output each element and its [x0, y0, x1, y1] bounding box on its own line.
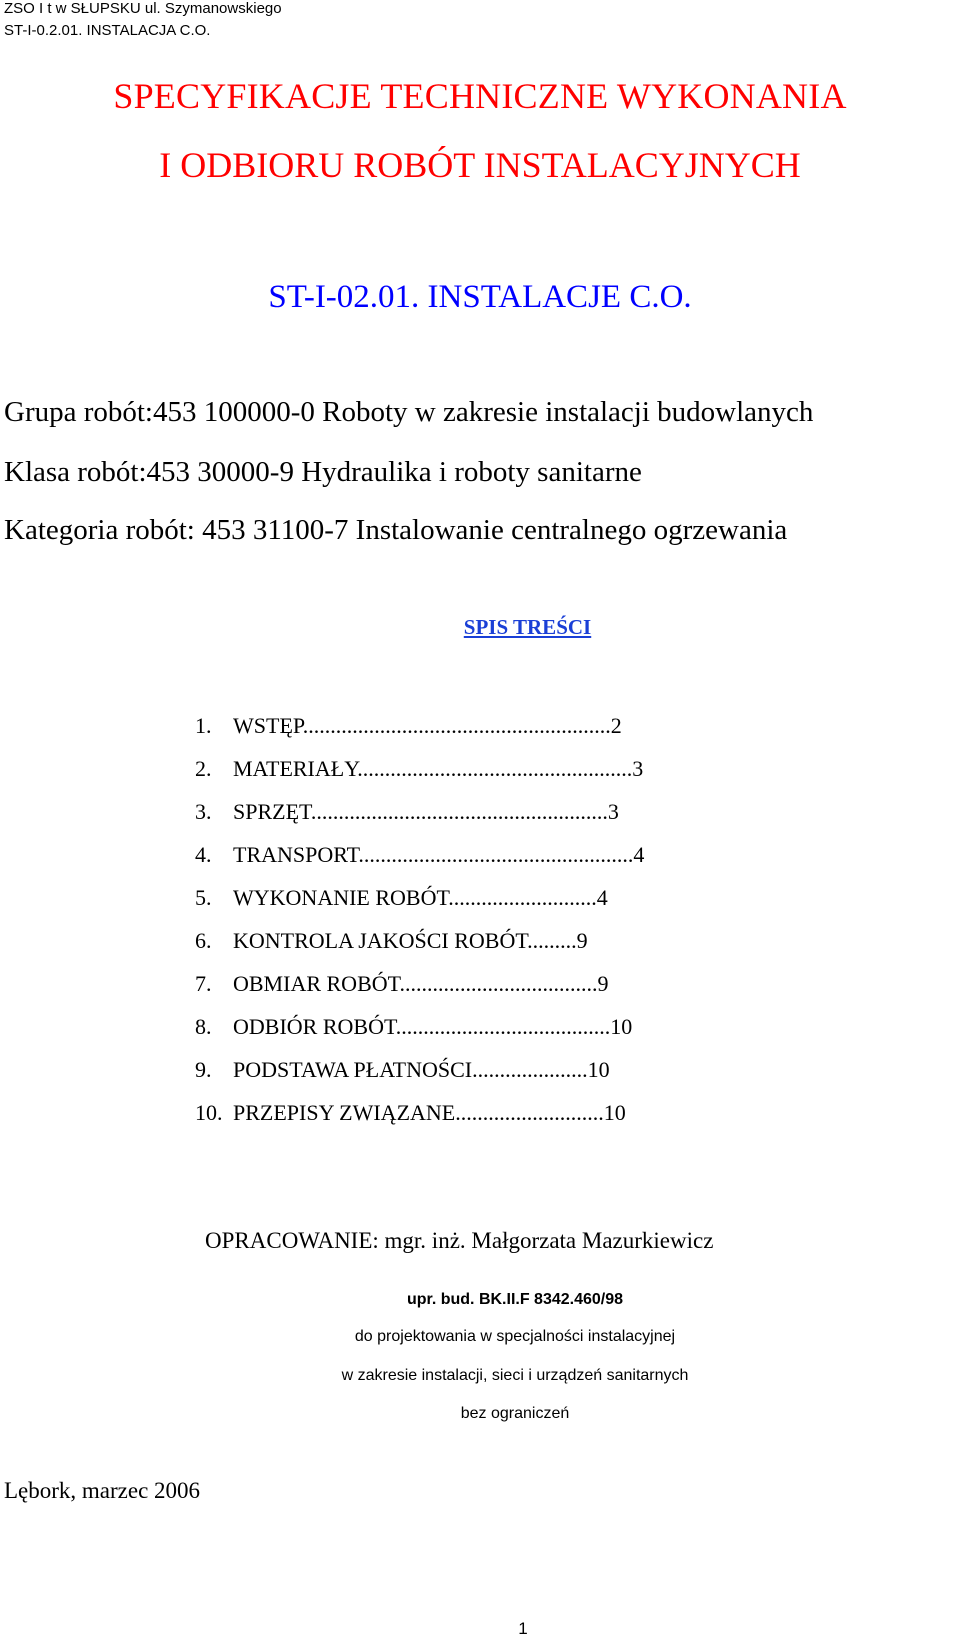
toc-item-page: 9 [576, 928, 588, 953]
toc-item-title: PRZEPISY ZWIĄZANE [233, 1100, 456, 1125]
toc-item-leader: .................................................. [357, 756, 633, 781]
license-scope-line-3: bez ograniczeń [460, 1405, 570, 1422]
toc-item-leader: ......... [527, 928, 577, 953]
toc-item-title: OBMIAR ROBÓT [233, 971, 400, 996]
toc-item[interactable] [195, 928, 588, 954]
toc-item-number: 10. [195, 1100, 223, 1125]
toc-item-number: 3. [195, 799, 212, 824]
toc-item-page: 9 [597, 971, 609, 996]
toc-heading-link[interactable]: SPIS TREŚCI [463, 615, 592, 639]
toc-item-page: 10 [610, 1014, 633, 1039]
license-scope-line-2: w zakresie instalacji, sieci i urządzeń sanitarnych [341, 1367, 689, 1384]
toc-item-leader: ...................................................... [310, 799, 608, 824]
toc-item-title: ODBIÓR ROBÓT [233, 1014, 396, 1039]
toc-item-leader: ........................................................ [302, 713, 611, 738]
license-scope-line-1: do projektowania w specjalności instalacyjnej [354, 1328, 676, 1345]
toc-item-title: WYKONANIE ROBÓT [233, 885, 449, 910]
toc-item-leader: ....................................... [395, 1014, 611, 1039]
toc-item[interactable] [195, 1100, 626, 1126]
toc-item-leader: ........................... [455, 1100, 604, 1125]
toc-item-page: 10 [587, 1057, 610, 1082]
toc-item-page: 3 [632, 756, 644, 781]
toc-item[interactable] [195, 713, 622, 739]
place-and-date: Lębork, marzec 2006 [4, 1478, 201, 1503]
toc-item-title: KONTROLA JAKOŚCI ROBÓT [233, 928, 528, 953]
page-number: 1 [518, 1619, 528, 1638]
toc-item-page: 3 [607, 799, 619, 824]
author-line: OPRACOWANIE: mgr. inż. Małgorzata Mazurkiewicz [205, 1228, 714, 1253]
toc-item[interactable] [195, 756, 643, 782]
toc-item-title: SPRZĘT [233, 799, 311, 824]
toc-item-number: 8. [195, 1014, 212, 1039]
toc-item-page: 4 [596, 885, 608, 910]
document-title-line-2: I ODBIORU ROBÓT INSTALACYJNYCH [159, 145, 801, 185]
toc-item[interactable] [195, 799, 619, 825]
toc-item-number: 4. [195, 842, 212, 867]
cpv-class-line: Klasa robót:453 30000-9 Hydraulika i roboty sanitarne [4, 456, 642, 488]
specification-code: ST-I-02.01. INSTALACJE C.O. [268, 279, 692, 315]
toc-item-title: TRANSPORT [233, 842, 359, 867]
toc-item[interactable] [195, 971, 608, 997]
toc-item-page: 2 [610, 713, 622, 738]
toc-item-leader: .................................................. [358, 842, 634, 867]
toc-item-number: 1. [195, 713, 212, 738]
document-header-line-1: ZSO I t w SŁUPSKU ul. Szymanowskiego [4, 0, 282, 17]
toc-item-title: PODSTAWA PŁATNOŚCI [233, 1057, 473, 1082]
toc-item-number: 7. [195, 971, 212, 996]
document-title-line-1: SPECYFIKACJE TECHNICZNE WYKONANIA [113, 76, 847, 116]
toc-item-number: 6. [195, 928, 212, 953]
toc-item[interactable] [195, 1057, 610, 1083]
toc-item-leader: ..................... [472, 1057, 588, 1082]
toc-item-page: 10 [603, 1100, 626, 1125]
document-header-line-2: ST-I-0.2.01. INSTALACJA C.O. [4, 22, 211, 39]
toc-item-number: 9. [195, 1057, 212, 1082]
cpv-category-line: Kategoria robót: 453 31100-7 Instalowanie centralnego ogrzewania [4, 514, 788, 546]
toc-item-page: 4 [633, 842, 645, 867]
toc-item[interactable] [195, 1014, 632, 1040]
toc-item-leader: ........................... [448, 885, 597, 910]
toc-item[interactable] [195, 842, 644, 868]
toc-item[interactable] [195, 885, 608, 911]
license-number: upr. bud. BK.II.F 8342.460/98 [406, 1291, 624, 1308]
toc-item-number: 2. [195, 756, 212, 781]
toc-item-number: 5. [195, 885, 212, 910]
toc-item-leader: .................................... [399, 971, 598, 996]
toc-item-title: MATERIAŁY [233, 756, 358, 781]
toc-item-title: WSTĘP [233, 713, 303, 738]
cpv-group-line: Grupa robót:453 100000-0 Roboty w zakresie instalacji budowlanych [4, 396, 814, 428]
